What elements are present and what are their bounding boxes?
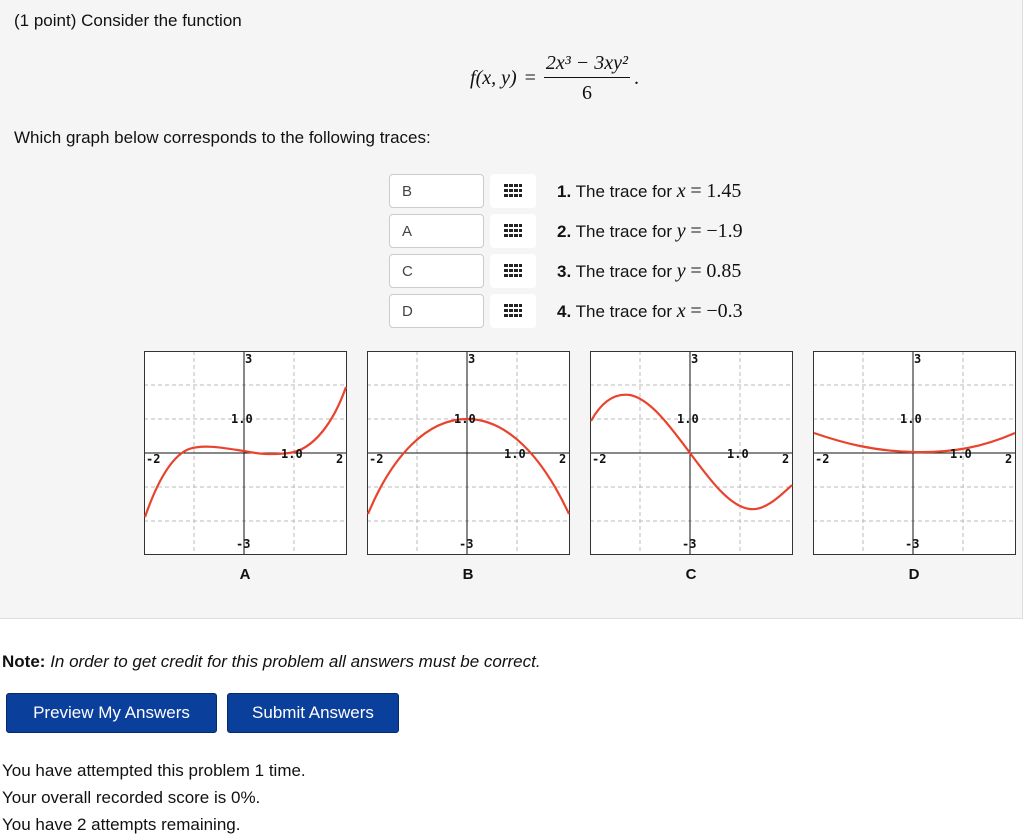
axes xyxy=(144,351,347,555)
trace-text: The trace for xyxy=(575,221,672,241)
answer-input-3[interactable] xyxy=(389,254,484,288)
note-text: In order to get credit for this problem all answers must be correct. xyxy=(50,652,541,671)
trace-text: The trace for xyxy=(575,301,672,321)
answer-input-4[interactable] xyxy=(389,294,484,328)
drag-handle-icon xyxy=(504,264,522,278)
trace-eq: = xyxy=(690,179,702,202)
tick-right: 2 xyxy=(559,452,567,466)
axes xyxy=(367,351,570,555)
tick-x1: 1.0 xyxy=(504,447,526,461)
trace-number: 1. xyxy=(557,181,572,201)
tick-top: 3 xyxy=(914,352,922,366)
tick-x1: 1.0 xyxy=(281,447,303,461)
graph-b-label: B xyxy=(462,566,474,583)
formula-denominator: 6 xyxy=(581,82,592,104)
trace-text: The trace for xyxy=(575,181,672,201)
status-score: Your overall recorded score is 0%. xyxy=(2,788,261,807)
tick-top: 3 xyxy=(691,352,699,366)
tick-bottom: -3 xyxy=(236,537,251,551)
formula-period: . xyxy=(634,66,640,89)
answer-row-1 xyxy=(389,171,743,211)
status-remaining: You have 2 attempts remaining. xyxy=(2,815,241,834)
tick-bottom: -3 xyxy=(905,537,920,551)
trace-statement-3 xyxy=(557,260,741,283)
trace-var: x xyxy=(676,179,686,202)
answer-row-3 xyxy=(389,251,743,291)
function-formula xyxy=(470,52,639,104)
trace-curve xyxy=(145,387,346,517)
drag-handle-1[interactable] xyxy=(490,174,536,208)
trace-value: 1.45 xyxy=(706,179,742,202)
graph-b xyxy=(367,351,570,555)
tick-left: -2 xyxy=(815,452,830,466)
tick-left: -2 xyxy=(592,452,607,466)
trace-statement-4 xyxy=(557,300,743,323)
trace-eq: = xyxy=(690,259,702,282)
trace-number: 4. xyxy=(557,301,572,321)
trace-var: y xyxy=(676,259,686,282)
graph-a-plot xyxy=(144,351,347,555)
graph-a xyxy=(144,351,347,555)
drag-handle-2[interactable] xyxy=(490,214,536,248)
submit-answers-button[interactable]: Submit Answers xyxy=(227,693,399,733)
tick-top: 3 xyxy=(468,352,476,366)
drag-handle-3[interactable] xyxy=(490,254,536,288)
trace-number: 3. xyxy=(557,261,572,281)
formula-numerator: 2x³ − 3xy² xyxy=(544,52,630,78)
attempt-status xyxy=(2,757,306,838)
trace-value: −0.3 xyxy=(706,299,743,322)
note-label: Note: xyxy=(2,652,46,671)
tick-y1: 1.0 xyxy=(231,412,253,426)
tick-y1: 1.0 xyxy=(677,412,699,426)
answer-rows xyxy=(389,171,743,331)
tick-right: 2 xyxy=(782,452,790,466)
axes xyxy=(590,351,793,555)
graph-d-label: D xyxy=(908,566,920,583)
answer-row-2 xyxy=(389,211,743,251)
graph-c-label: C xyxy=(685,566,697,583)
trace-var: x xyxy=(676,299,686,322)
trace-eq: = xyxy=(690,299,702,322)
problem-intro: (1 point) Consider the function xyxy=(14,11,242,30)
graph-c-plot xyxy=(590,351,793,555)
formula-args: (x, y) xyxy=(475,66,517,89)
trace-text: The trace for xyxy=(575,261,672,281)
tick-x1: 1.0 xyxy=(950,447,972,461)
tick-bottom: -3 xyxy=(682,537,697,551)
trace-value: −1.9 xyxy=(706,219,743,242)
drag-handle-4[interactable] xyxy=(490,294,536,328)
tick-left: -2 xyxy=(369,452,384,466)
question-text: Which graph below corresponds to the following traces: xyxy=(14,128,431,147)
graph-a-label: A xyxy=(239,566,251,583)
formula-f: f xyxy=(470,66,476,89)
trace-number: 2. xyxy=(557,221,572,241)
trace-curve xyxy=(814,433,1015,452)
graph-d-plot xyxy=(813,351,1016,555)
trace-curve xyxy=(368,419,569,514)
trace-eq: = xyxy=(690,219,702,242)
drag-handle-icon xyxy=(504,224,522,238)
drag-handle-icon xyxy=(504,184,522,198)
note xyxy=(2,652,541,672)
tick-x1: 1.0 xyxy=(727,447,749,461)
tick-left: -2 xyxy=(146,452,161,466)
status-attempts: You have attempted this problem 1 time. xyxy=(2,761,306,780)
formula-fraction xyxy=(544,52,630,104)
drag-handle-icon xyxy=(504,304,522,318)
formula-equals: = xyxy=(524,66,536,89)
answer-input-2[interactable] xyxy=(389,214,484,248)
tick-right: 2 xyxy=(1005,452,1013,466)
graph-b-plot xyxy=(367,351,570,555)
trace-statement-1 xyxy=(557,180,741,203)
preview-answers-button[interactable]: Preview My Answers xyxy=(6,693,217,733)
tick-top: 3 xyxy=(245,352,253,366)
trace-var: y xyxy=(676,219,686,242)
trace-value: 0.85 xyxy=(706,259,742,282)
tick-bottom: -3 xyxy=(459,537,474,551)
graph-d xyxy=(813,351,1016,555)
trace-statement-2 xyxy=(557,220,743,243)
tick-y1: 1.0 xyxy=(454,412,476,426)
tick-y1: 1.0 xyxy=(900,412,922,426)
answer-row-4 xyxy=(389,291,743,331)
answer-input-1[interactable] xyxy=(389,174,484,208)
tick-right: 2 xyxy=(336,452,344,466)
graph-c xyxy=(590,351,793,555)
